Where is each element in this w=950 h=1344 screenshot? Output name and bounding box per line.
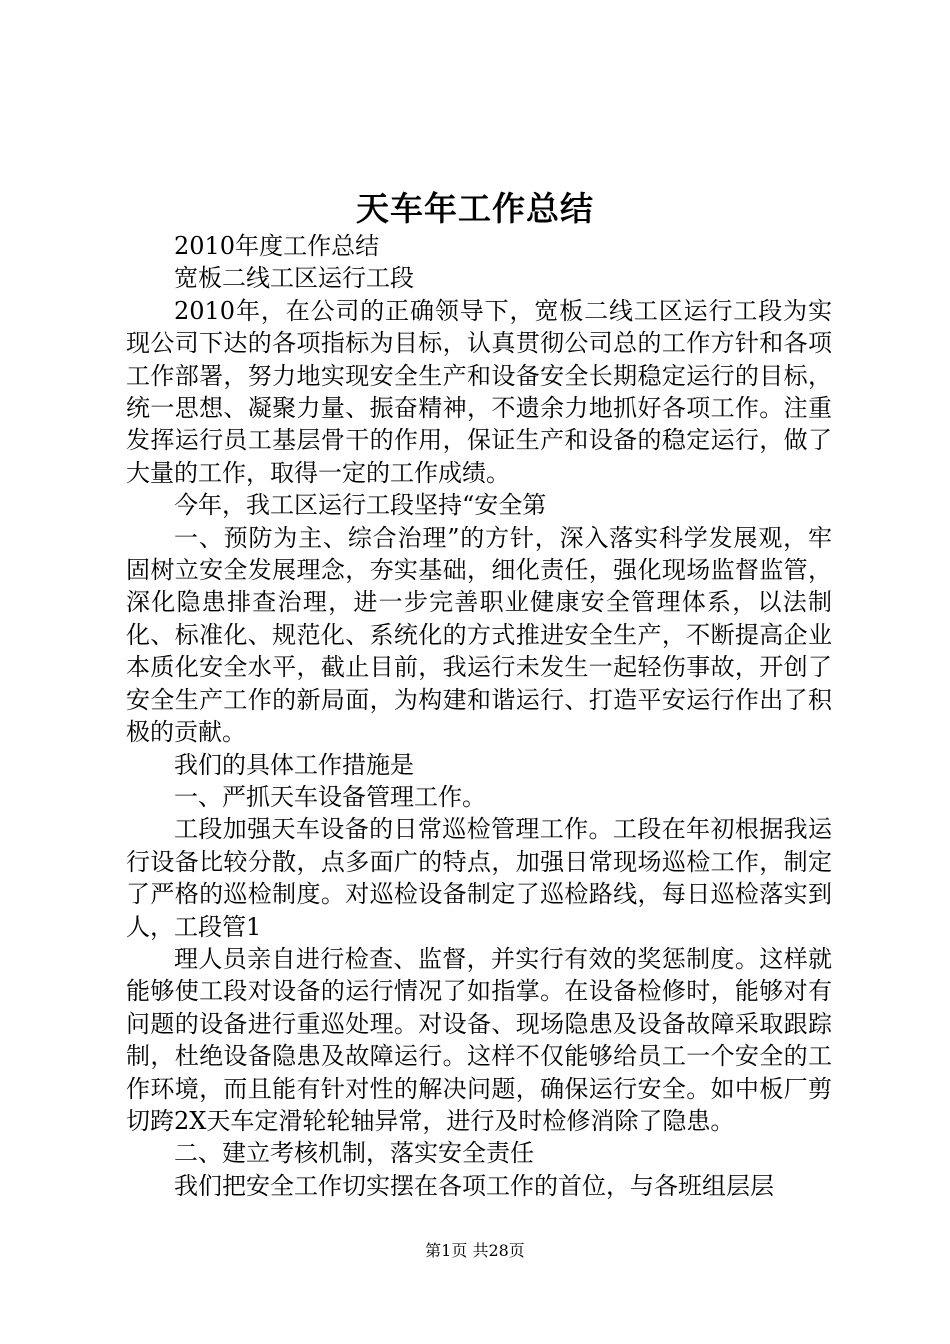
paragraph-safety-start: 今年，我工区运行工段坚持“安全第: [174, 491, 547, 520]
document-body: [126, 230, 832, 1202]
section-heading-assessment: 二、建立考核机制，落实安全责任: [174, 1139, 534, 1168]
page-footer: 第1页 共28页: [425, 1241, 525, 1260]
paragraph-intro: 2010年，在公司的正确领导下，宽板二线工区运行工段为实现公司下达的各项指标为目标，认真贯彻公司总的工作方针和各项工作部署，努力地实现安全生产和设备安全长期稳定运行的目标，统一思想、凝聚力量、振奋精神，不遗余力地抓好各项工作。注重发挥运行员工基层骨干的作用，保证生产和设备的稳定运行，做了大量的工作，取得一定的工作成绩。: [126, 296, 832, 487]
paragraph-inspection: 工段加强天车设备的日常巡检管理工作。工段在年初根据我运行设备比较分散，点多面广的特点，加强日常现场巡检工作，制定了严格的巡检制度。对巡检设备制定了巡检路线，每日巡检落实到人，工段管1: [126, 815, 832, 941]
paragraph-safety-policy: 一、预防为主、综合治理”的方针，深入落实科学发展观，牢固树立安全发展理念，夯实基础，细化责任，强化现场监督监管，深化隐患排查治理，进一步完善职业健康安全管理体系，以法制化、标准化、规范化、系统化的方式推进安全生产，不断提高企业本质化安全水平，截止目前，我运行未发生一起轻伤事故，开创了安全生产工作的新局面，为构建和谐运行、打造平安运行作出了积极的贡献。: [126, 523, 832, 747]
paragraph-measures-heading: 我们的具体工作措施是: [174, 750, 414, 779]
section-heading-equipment: 一、严抓天车设备管理工作。: [174, 782, 486, 811]
paragraph-safety-responsibility: 我们把安全工作切实摆在各项工作的首位，与各班组层层: [174, 1171, 774, 1200]
document-title: 天车年工作总结: [356, 189, 594, 228]
paragraph-department: 宽板二线工区运行工段: [174, 264, 414, 293]
paragraph-year-summary: 2010年度工作总结: [174, 232, 380, 260]
paragraph-inspection-continued: 理人员亲自进行检查、监督，并实行有效的奖惩制度。这样就能够使工段对设备的运行情况了如指掌。在设备检修时，能够对有问题的设备进行重巡处理。对设备、现场隐患及设备故障采取跟踪制，杜绝设备隐患及故障运行。这样不仅能够给员工一个安全的工作环境，而且能有针对性的解决问题，确保运行安全。如中板厂剪切跨2X天车定滑轮轮轴异常，进行及时检修消除了隐患。: [126, 944, 832, 1135]
